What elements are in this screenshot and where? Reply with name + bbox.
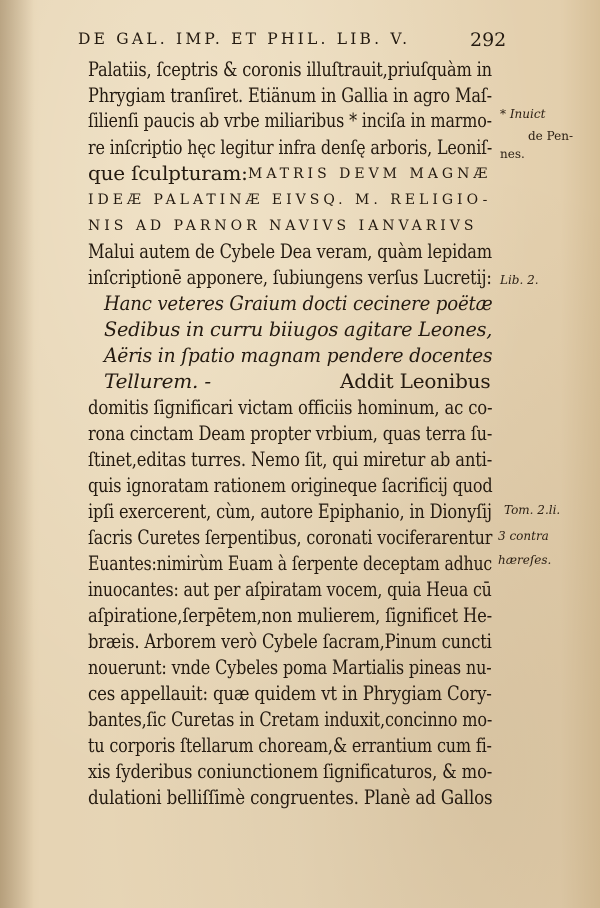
verse-line: Aëris in ſpatio magnam pendere docentes	[104, 343, 493, 367]
text-line: Addit Leonibus	[340, 369, 491, 393]
verse-line: Sedibus in curru biiugos agitare Leones,	[104, 317, 493, 341]
page-number: 292	[470, 29, 507, 51]
text-line: bræis. Arborem verò Cybele ſacram,Pinum cuncti	[88, 629, 492, 653]
text-line: xis ſyderibus coniunctionem ſignificaturos, & mo-	[88, 759, 493, 783]
text-line: bantes,ſic Curetas in Cretam induxit,concinno mo-	[88, 707, 493, 731]
text-line: aſpiratione,ſerpētem,non mulierem, ſignificet He-	[88, 603, 492, 627]
text-line: ipſi exercerent, cùm, autore Epiphanio, in Dionyſij	[88, 499, 492, 523]
running-header: DE GAL. IMP. ET PHIL. LIB. V.	[78, 30, 411, 48]
gutter-shadow	[0, 0, 34, 908]
text-line: ſtinet,editas turres. Nemo ſit, qui miretur ab anti-	[88, 447, 493, 471]
text-line: domitis ſignificari victam officiis hominum, ac co-	[88, 395, 493, 419]
text-line: Malui autem de Cybele Dea veram, quàm lepidam	[88, 239, 493, 263]
text-line: rona cinctam Deam propter vrbium, quas terra ſu-	[88, 421, 493, 445]
verse-line: Tellurem. -	[104, 369, 211, 393]
margin-note: nes.	[500, 147, 525, 161]
inscription-line: IDEÆ PALATINÆ EIVSQ. M. RELIGIO-	[88, 192, 492, 208]
text-line: ſilienſi paucis ab vrbe miliaribus * inciſa in marmo-	[88, 108, 492, 132]
text-line: tu corporis ſtellarum choream,& errantium cum fi-	[88, 733, 492, 757]
text-line: dulationi belliſſimè congruentes. Planè ad Gallos	[88, 785, 493, 809]
text-line: ces appellauit: quæ quidem vt in Phrygiam Cory-	[88, 681, 492, 705]
text-line: que ſculpturam:	[88, 161, 248, 185]
margin-note: Lib. 2.	[500, 273, 539, 287]
margin-note: hæreſes.	[498, 553, 552, 567]
text-line: re inſcriptio hęc legitur infra denſę arboris, Leoniſ-	[88, 135, 493, 159]
inscription-line: MATRIS DEVM MAGNÆ	[248, 166, 492, 182]
text-line: nouerunt: vnde Cybeles poma Martialis pineas nu-	[88, 655, 492, 679]
text-line: Euantes:nimirùm Euam à ſerpente deceptam adhuc	[88, 551, 493, 575]
text-line: Palatiis, ſceptris & coronis illuſtrauit,priuſquàm in	[88, 57, 492, 81]
text-line: Phrygiam tranſiret. Etiänum in Gallia in agro Maſ-	[88, 83, 492, 107]
inscription-line: NIS AD PARNOR NAVIVS IANVARIVS	[88, 218, 478, 234]
margin-note: * Inuict	[500, 107, 546, 121]
margin-note: 3 contra	[498, 529, 549, 543]
margin-note: de Pen-	[528, 129, 574, 143]
text-line: quis ignoratam rationem origineque ſacrificij quod	[88, 473, 493, 497]
text-line: inſcriptionē apponere, ſubiungens verſus Lucretij:	[88, 265, 492, 289]
text-line: inuocantes: aut per aſpiratam vocem, quia Heua cū	[88, 577, 492, 601]
text-line: ſacris Curetes ſerpentibus, coronati vociferarentur	[88, 525, 493, 549]
margin-note: Tom. 2.li.	[504, 503, 561, 517]
verse-line: Hanc veteres Graium docti cecinere poëtæ	[104, 291, 493, 315]
